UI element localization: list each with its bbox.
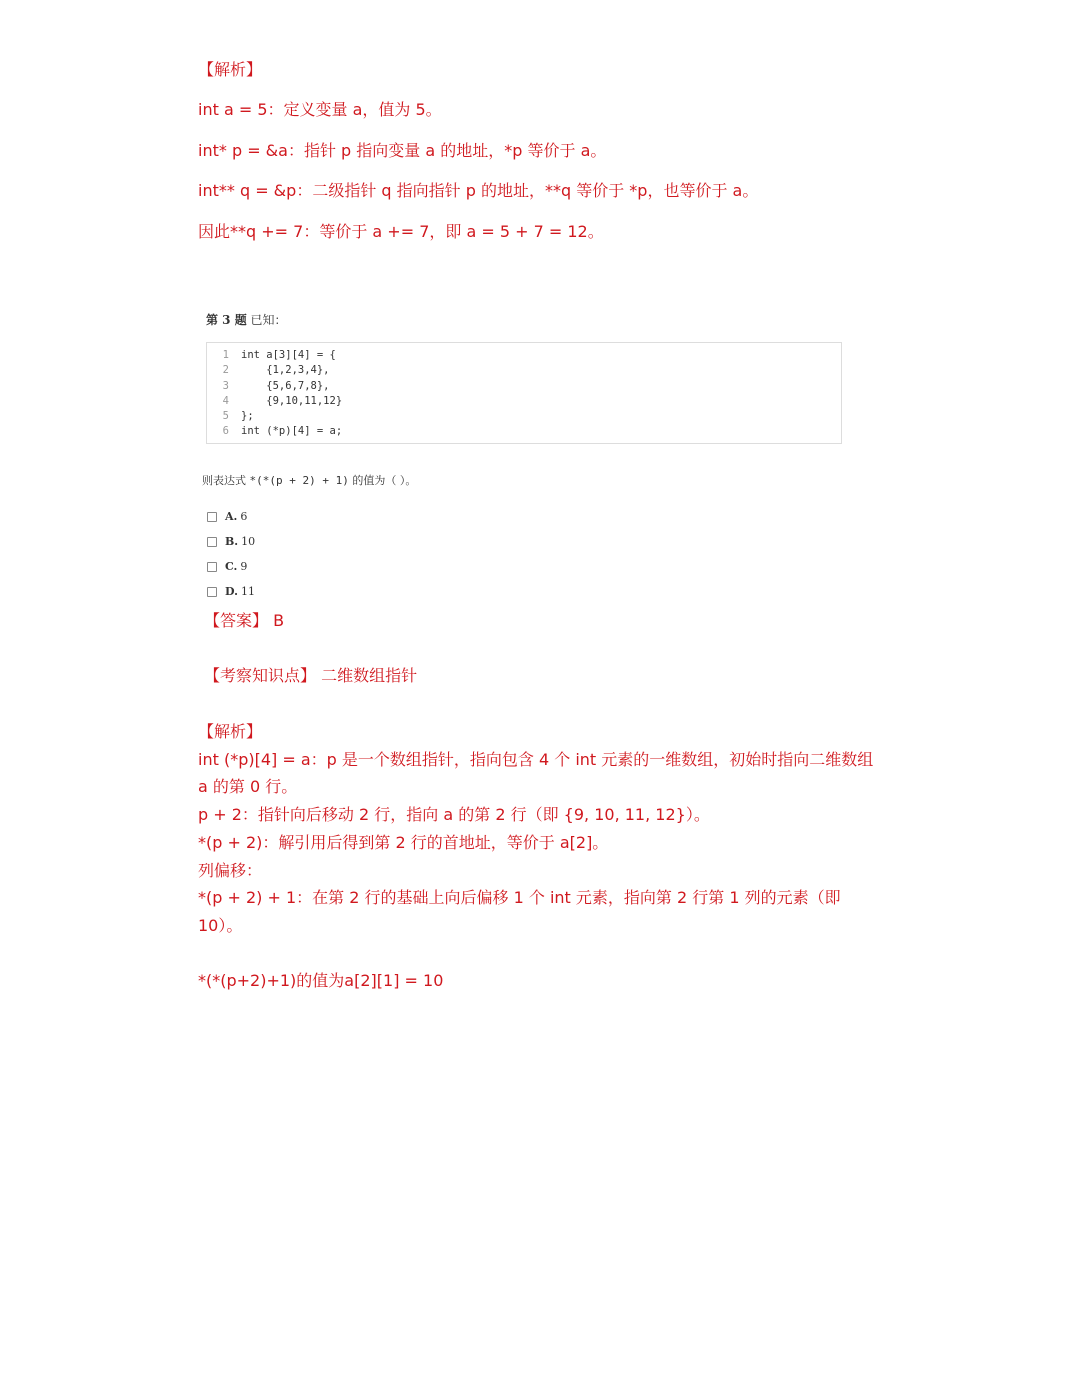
code-line — [207, 348, 841, 363]
stem-prefix: 则表达式 — [202, 474, 250, 487]
analysis2-line-3: p + 2：指针向后移动 2 行，指向 a 的第 2 行（即 {9, 10, 11, 12}）。 — [198, 805, 710, 824]
code-text: {1,2,3,4}, — [241, 364, 330, 377]
analysis2-line-5: 列偏移： — [198, 861, 263, 880]
question-number: 第 3 题 — [206, 313, 247, 327]
stem-suffix: 的值为（ ）。 — [348, 474, 417, 487]
option-c[interactable] — [207, 554, 255, 579]
analysis-line-1: int a = 5：定义变量 a，值为 5。 — [198, 100, 442, 119]
code-text: int a[3][4] = { — [241, 349, 336, 361]
analysis-heading-2: 【解析】 — [198, 722, 263, 741]
option-text: 6 — [240, 510, 248, 523]
code-block — [206, 342, 842, 444]
code-text: int (*p)[4] = a; — [241, 425, 343, 438]
code-line — [207, 379, 841, 394]
analysis2-line-1: int (*p)[4] = a：p 是一个数组指针，指向包含 4 个 int 元素的一维数组，初始时指向二维数组 — [198, 750, 874, 769]
checkbox-icon[interactable] — [207, 587, 217, 597]
option-d[interactable] — [207, 579, 255, 604]
option-text: 10 — [241, 535, 256, 548]
analysis2-line-2: a 的第 0 行。 — [198, 777, 298, 796]
code-line — [207, 409, 841, 424]
line-number: 5 — [222, 410, 229, 423]
question-stem — [202, 472, 416, 488]
option-b[interactable] — [207, 529, 255, 554]
analysis-line-2: int* p = &a：指针 p 指向变量 a 的地址，*p 等价于 a。 — [198, 141, 607, 160]
line-number: 3 — [222, 379, 229, 392]
line-number: 2 — [222, 364, 229, 377]
code-text: {5,6,7,8}, — [241, 379, 330, 392]
knowledge-point: 【考察知识点】 二维数组指针 — [204, 666, 418, 685]
option-a[interactable] — [207, 504, 255, 529]
analysis2-line-4: *(p + 2)：解引用后得到第 2 行的首地址，等价于 a[2]。 — [198, 833, 609, 852]
code-text: {9,10,11,12} — [241, 394, 343, 407]
answer-label: 【答案】 B — [204, 611, 285, 630]
question-title — [206, 312, 846, 328]
line-number: 1 — [222, 349, 229, 361]
code-line — [207, 424, 841, 439]
code-text: }; — [241, 410, 254, 423]
option-text: 9 — [240, 560, 248, 573]
option-letter: B. — [225, 535, 239, 548]
question-block — [206, 312, 846, 444]
option-text: 11 — [240, 585, 255, 598]
stem-expression: *(*(p + 2) + 1) — [249, 474, 349, 487]
analysis2-line-6: *(p + 2) + 1：在第 2 行的基础上向后偏移 1 个 int 元素，指向第 2 行第 1 列的元素（即 — [198, 888, 841, 907]
analysis2-line-7: 10）。 — [198, 916, 243, 935]
option-letter: C. — [225, 560, 238, 573]
option-list — [207, 504, 255, 604]
analysis2-conclusion: *(*(p+2)+1)的值为a[2][1] = 10 — [198, 971, 444, 990]
code-line — [207, 363, 841, 378]
line-number: 4 — [222, 394, 229, 407]
option-letter: D. — [225, 585, 238, 598]
checkbox-icon[interactable] — [207, 562, 217, 572]
option-letter: A. — [225, 510, 238, 523]
analysis-heading-1: 【解析】 — [198, 60, 263, 79]
checkbox-icon[interactable] — [207, 512, 217, 522]
checkbox-icon[interactable] — [207, 537, 217, 547]
code-line — [207, 394, 841, 409]
analysis-line-4: 因此**q += 7：等价于 a += 7，即 a = 5 + 7 = 12。 — [198, 222, 604, 241]
analysis-line-3: int** q = &p：二级指针 q 指向指针 p 的地址，**q 等价于 *p，也等价于 a。 — [198, 181, 759, 200]
line-number: 6 — [222, 425, 229, 438]
question-intro: 已知： — [246, 313, 287, 327]
